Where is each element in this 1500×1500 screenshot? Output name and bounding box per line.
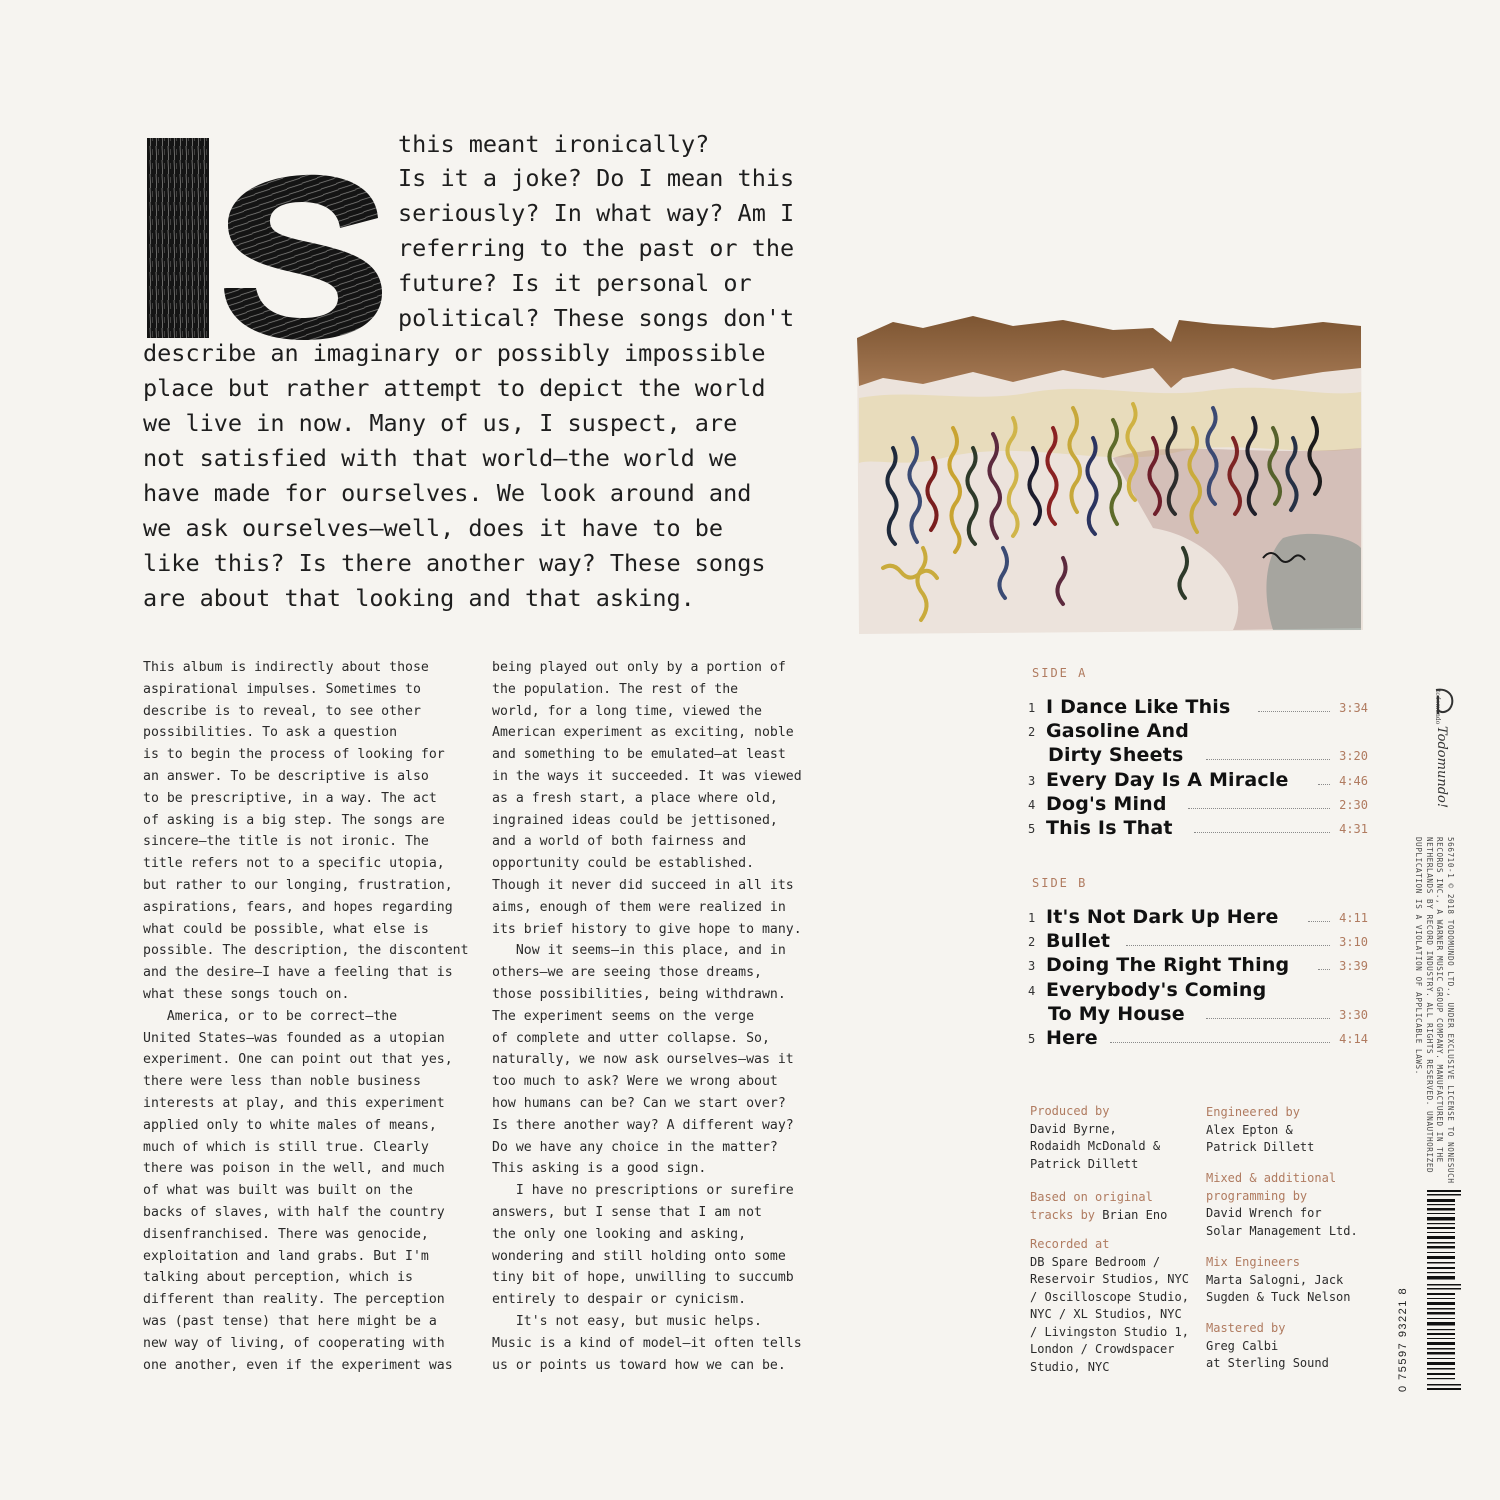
track-duration: 3:30 [1339,1008,1368,1022]
track-title-line1: Gasoline And [1046,720,1190,742]
intro-line: we live in now. Many of us, I suspect, are [143,409,738,437]
credit-value: Marta Salogni, Jack Sugden & Tuck Nelson [1206,1272,1351,1304]
logo-small-text: todomundo [1434,690,1441,725]
track-number: 1 [1028,911,1036,925]
intro-line: place but rather attempt to depict the world [143,374,766,402]
track-title: Dirty Sheets [1048,744,1184,766]
track-duration: 3:20 [1339,749,1368,763]
track-duration: 3:34 [1339,701,1368,715]
track-number: 1 [1028,701,1036,715]
track-item [1028,1025,1368,1049]
intro-line: Is it a joke? Do I mean this [398,164,795,192]
intro-line: have made for ourselves. We look around and [143,479,752,507]
essay-column-1 [143,657,478,1376]
intro-line: political? These songs don't [398,304,795,332]
credit-mix-engineers [1206,1254,1406,1307]
leader-dots [1318,969,1330,970]
essay-paragraph: I have no prescriptions or surefire answers, but I sense that I am not the only one looking and asking, wondering and still holding onto some tiny bit of hope, unwilling to succumb entirely to despair or cynicism. [492,1183,794,1308]
track-duration: 4:11 [1339,911,1368,925]
intro-line: future? Is it personal or [398,269,752,297]
track-title: It's Not Dark Up Here [1046,906,1279,928]
credit-value: DB Spare Bedroom / Reservoir Studios, NYC / Oscilloscope Studio, NYC / XL Studios, NYC / Livingston Studio 1, London / Crowdspacer Studio, NYC [1030,1254,1189,1374]
intro-line: are about that looking and that asking. [143,584,695,612]
track-item [1028,791,1368,815]
intro-line: referring to the past or the [398,234,795,262]
track-number: 2 [1028,935,1036,949]
barcode-image [1427,1190,1461,1390]
credit-label: tracks by [1030,1207,1096,1222]
track-number: 5 [1028,822,1036,836]
credit-produced [1030,1103,1230,1173]
track-duration: 3:39 [1339,959,1368,973]
cover-painting-image [853,308,1365,638]
track-title: Here [1046,1027,1098,1049]
essay-paragraph: America, or to be correct—the United States—was founded as a utopian experiment. One can point out that yes, there were less than noble business interests at play, and this experiment applied only to white males of means, much of which is still true. Clearly there was poison in the well, and much of what was built was built on the backs of slaves, with half the country disenfranchised. There was genocide, exploitation and land grabs. But I'm talking about perception, which is different than reality. The perception was (past tense) that here might be a new way of living, of cooperating with one another, even if the experiment was [143,1008,453,1373]
track-title: Every Day Is A Miracle [1046,769,1289,791]
credit-label: Based on original [1030,1190,1153,1204]
track-duration: 4:31 [1339,822,1368,836]
track-duration: 4:14 [1339,1032,1368,1046]
credit-engineered [1206,1104,1406,1157]
credit-label: Recorded at [1030,1237,1110,1251]
side-b-label: SIDE B [1032,876,1088,890]
credit-label: Mastered by [1206,1321,1286,1335]
intro-line: like this? Is there another way? These songs [143,549,766,577]
barcode-number: 0 75597 93221 8 [1397,1286,1409,1392]
track-number: 4 [1028,984,1036,998]
credit-label: Mixed & additional programming by [1206,1171,1337,1203]
track-duration: 3:10 [1339,935,1368,949]
track-title-line1: Everybody's Coming [1046,979,1267,1001]
track-item [1028,952,1368,976]
leader-dots [1194,832,1330,833]
track-title: Dog's Mind [1046,793,1167,815]
leader-dots [1308,921,1330,922]
credit-recorded [1030,1236,1230,1376]
track-title: Bullet [1046,930,1111,952]
track-item [1028,694,1368,718]
track-number: 4 [1028,798,1036,812]
track-item [1028,904,1368,928]
essay-paragraph: Now it seems—in this place, and in others—we are seeing those dreams, those possibilities, being withdrawn. The experiment seems on the verge of complete and utter collapse. So, naturally, we now ask ourselves—was it too much to ask? Were we wrong about how humans can be? Can we start over? Is there another way? A different way? Do we have any choice in the matter? This asking is a good sign. [492,943,794,1177]
leader-dots [1258,711,1330,712]
credit-value: Brian Eno [1102,1207,1168,1222]
drop-cap-is [142,118,387,343]
track-title: Doing The Right Thing [1046,954,1290,976]
track-item [1028,979,1368,1025]
leader-dots [1318,784,1330,785]
track-item [1028,928,1368,952]
logo-wordmark: Todomundo! [1434,726,1449,809]
intro-line: we ask ourselves—well, does it have to be [143,514,724,542]
credit-mixed [1206,1170,1406,1240]
track-number: 3 [1028,959,1036,973]
essay-column-2 [492,657,832,1376]
intro-line: this meant ironically? [398,130,710,158]
credit-mastered [1206,1320,1406,1373]
intro-line: seriously? In what way? Am I [398,199,795,227]
legal-text: 566710-1 © 2018 TODOMUNDO LTD., UNDER EXCLUSIVE LICENSE TO NONESUCH RECORDS INC., A WARNER MUSIC GROUP COMPANY. MANUFACTURED IN THE NETHERLANDS BY RECORD INDUSTRY. ALL RIGHTS RESERVED. UNAUTHORIZED DUPLICATION IS A VIOLATION OF APPLICABLE LAWS. [1414,837,1455,1184]
track-title: I Dance Like This [1046,696,1231,718]
track-duration: 2:30 [1339,798,1368,812]
track-item [1028,720,1368,766]
track-duration: 4:46 [1339,774,1368,788]
leader-dots [1126,945,1330,946]
credit-label: Engineered by [1206,1105,1300,1119]
credit-value: David Wrench for Solar Management Ltd. [1206,1206,1358,1238]
essay-paragraph: This album is indirectly about those aspirational impulses. Sometimes to describe is to reveal, to see other possibilities. To ask a question is to begin the process of looking for an answer. To be descriptive is also to be prescriptive, in a way. The act of asking is a big step. The songs are sincere—the title is not ironic. The title refers not to a specific utopia, but rather to our longing, frustration, aspirations, fears, and hopes regarding what could be possible, what else is possible. The description, the discontent and the desire—I have a feeling that is what these songs touch on. [143,660,469,1002]
credit-label: Produced by [1030,1104,1110,1118]
track-title: This Is That [1046,817,1173,839]
leader-dots [1206,759,1330,760]
credit-value: Alex Epton & Patrick Dillett [1206,1122,1315,1154]
todomundo-logo-icon [1428,688,1458,828]
track-item [1028,815,1368,839]
track-number: 3 [1028,774,1036,788]
track-title: To My House [1048,1003,1185,1025]
leader-dots [1188,808,1330,809]
essay-paragraph: being played out only by a portion of the population. The rest of the world, for a long time, viewed the American experiment as exciting, noble and something to be emulated—at least in the ways it succeeded. It was viewed as a fresh start, a place where old, ingrained ideas could be jettisoned, and a world of both fairness and opportunity could be established. Though it never did succeed in all its aims, enough of them were realized in its brief history to give hope to many. [492,660,802,937]
essay-paragraph: It's not easy, but music helps. Music is a kind of model—it often tells us or points us toward how we can be. [492,1313,802,1373]
track-number: 2 [1028,725,1036,739]
leader-dots [1110,1042,1330,1043]
intro-line: not satisfied with that world—the world we [143,444,738,472]
credit-value: Greg Calbi at Sterling Sound [1206,1338,1329,1370]
track-item [1028,767,1368,791]
track-number: 5 [1028,1032,1036,1046]
credit-based-on [1030,1189,1230,1224]
credit-value: David Byrne, Rodaidh McDonald & Patrick Dillett [1030,1121,1161,1171]
side-a-label: SIDE A [1032,666,1088,680]
leader-dots [1206,1018,1330,1019]
credit-label: Mix Engineers [1206,1255,1300,1269]
intro-line: describe an imaginary or possibly impossible [143,339,766,367]
